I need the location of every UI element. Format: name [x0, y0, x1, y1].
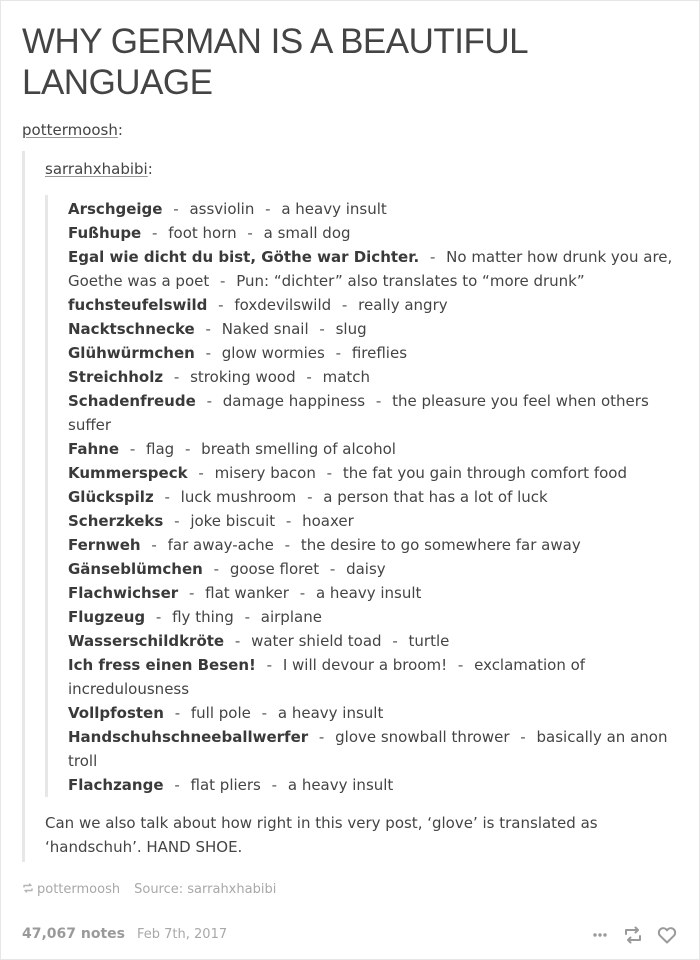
separator: - — [457, 656, 464, 674]
word-entry — [68, 341, 688, 365]
meaning: daisy — [346, 560, 386, 578]
reblog-colon: : — [147, 160, 153, 178]
literal-translation: Naked snail — [221, 320, 309, 338]
literal-translation: far away-ache — [167, 536, 274, 554]
separator: - — [206, 392, 212, 410]
literal-translation: assviolin — [189, 200, 255, 218]
literal-translation: No matter how drunk you are, Goethe was a poet — [68, 248, 673, 290]
separator: - — [184, 440, 191, 458]
literal-translation: glow wormies — [221, 344, 325, 362]
literal-translation: glove snowball thrower — [335, 728, 510, 746]
separator: - — [375, 392, 382, 410]
notes-count[interactable]: 47,067 notes — [22, 926, 126, 942]
literal-translation: flat wanker — [205, 584, 289, 602]
meaning: slug — [335, 320, 367, 338]
german-word: Ich fress einen Besen! — [68, 656, 256, 674]
separator: - — [335, 344, 342, 362]
word-entry — [68, 557, 688, 581]
separator: - — [429, 248, 436, 266]
german-word: Fußhupe — [68, 224, 142, 242]
post-author-line — [22, 120, 123, 140]
separator: - — [520, 728, 526, 746]
source-row — [22, 881, 276, 899]
word-entry — [68, 509, 688, 533]
post-actions — [590, 924, 678, 946]
german-word: Kummerspeck — [68, 464, 188, 482]
word-entry — [68, 389, 688, 437]
literal-translation: flag — [146, 440, 175, 458]
separator: - — [164, 488, 170, 506]
literal-translation: water shield toad — [251, 632, 382, 650]
separator: - — [155, 608, 162, 626]
separator: - — [244, 608, 250, 626]
literal-translation: foot horn — [168, 224, 237, 242]
german-word: Fahne — [68, 440, 120, 458]
word-entry — [68, 197, 688, 221]
german-word: Glühwürmchen — [68, 344, 195, 362]
german-word: Wasserschildkröte — [68, 632, 225, 650]
german-word: Schadenfreude — [68, 392, 196, 410]
meaning: match — [322, 368, 371, 386]
separator: - — [392, 632, 398, 650]
word-entry — [68, 533, 688, 557]
meaning: a heavy insult — [287, 776, 394, 794]
literal-translation: misery bacon — [214, 464, 316, 482]
german-word: Scherzkeks — [68, 512, 164, 530]
meaning: a small dog — [263, 224, 351, 242]
source-label: Source: — [134, 882, 184, 897]
separator: - — [265, 200, 271, 218]
reblogged-from-link[interactable]: sarrahxhabibi — [45, 160, 148, 178]
separator: - — [174, 776, 180, 794]
meaning: fireflies — [351, 344, 408, 362]
separator: - — [271, 776, 278, 794]
reblog-quote — [22, 151, 695, 862]
meaning: the desire to go somewhere far away — [300, 536, 581, 554]
word-entry — [68, 485, 688, 509]
separator: - — [205, 344, 211, 362]
german-word: Flugzeug — [68, 608, 146, 626]
separator: - — [205, 320, 211, 338]
separator: - — [284, 536, 291, 554]
german-word: Flachwichser — [68, 584, 179, 602]
german-word: Handschuhschneeballwerfer — [68, 728, 309, 746]
separator: - — [318, 728, 325, 746]
meaning: the fat you gain through comfort food — [342, 464, 627, 482]
word-entry — [68, 725, 688, 773]
separator: - — [152, 224, 158, 242]
separator: - — [261, 704, 268, 722]
german-word: Arschgeige — [68, 200, 163, 218]
word-entry — [68, 605, 688, 629]
separator: - — [285, 512, 292, 530]
word-entry — [68, 437, 688, 461]
word-entry — [68, 629, 688, 653]
separator: - — [329, 560, 336, 578]
separator: - — [151, 536, 157, 554]
separator: - — [220, 272, 226, 290]
post-footer — [22, 924, 227, 945]
separator: - — [234, 632, 241, 650]
meaning: breath smelling of alcohol — [201, 440, 396, 458]
meaning: Pun: “dichter” also translates to “more drunk” — [236, 272, 585, 290]
source-reblog-user[interactable]: pottermoosh — [37, 882, 121, 897]
separator: - — [326, 464, 333, 482]
meaning: a heavy insult — [315, 584, 422, 602]
german-word: Egal wie dicht du bist, Göthe war Dichter. — [68, 248, 420, 266]
separator: - — [306, 368, 312, 386]
separator: - — [341, 296, 348, 314]
nested-quote — [45, 195, 688, 797]
ellipsis-icon[interactable] — [590, 925, 610, 945]
german-word: Nacktschnecke — [68, 320, 195, 338]
literal-translation: goose floret — [229, 560, 320, 578]
literal-translation: flat pliers — [190, 776, 261, 794]
literal-translation: joke biscuit — [190, 512, 276, 530]
word-entry — [68, 221, 688, 245]
word-entry — [68, 461, 688, 485]
meaning: turtle — [408, 632, 450, 650]
word-entry — [68, 701, 688, 725]
separator: - — [174, 512, 180, 530]
german-word: Gänseblümchen — [68, 560, 203, 578]
word-entry — [68, 773, 688, 797]
separator: - — [307, 488, 313, 506]
german-word: Glückspilz — [68, 488, 154, 506]
separator: - — [129, 440, 136, 458]
post-date[interactable]: Feb 7th, 2017 — [137, 927, 228, 942]
german-word: fuchsteufelswild — [68, 296, 208, 314]
word-entry — [68, 653, 688, 701]
german-word: Vollpfosten — [68, 704, 164, 722]
separator: - — [173, 200, 179, 218]
german-word: Fernweh — [68, 536, 141, 554]
literal-translation: fly thing — [172, 608, 234, 626]
reblog-comment: Can we also talk about how right in this very post, ‘glove’ is translated as ‘handschuh’. HAND SHOE. — [45, 814, 598, 856]
meaning: a heavy insult — [281, 200, 387, 218]
separator: - — [173, 368, 180, 386]
meaning: airplane — [260, 608, 322, 626]
meaning: the pleasure you feel when others suffer — [68, 392, 649, 434]
word-entry — [68, 245, 688, 293]
separator: - — [213, 560, 220, 578]
word-entry — [68, 581, 688, 605]
meaning: exclamation of incredulousness — [68, 656, 586, 698]
meaning: a person that has a lot of luck — [323, 488, 548, 506]
separator: - — [319, 320, 325, 338]
separator: - — [247, 224, 253, 242]
separator: - — [299, 584, 306, 602]
reblog-small-icon — [22, 882, 34, 894]
source-user[interactable]: sarrahxhabibi — [187, 882, 277, 897]
separator: - — [188, 584, 195, 602]
meaning: basically an anon troll — [68, 728, 668, 770]
literal-translation: damage happiness — [222, 392, 366, 410]
separator: - — [174, 704, 181, 722]
word-list — [48, 195, 688, 797]
meaning: hoaxer — [302, 512, 354, 530]
meaning: really angry — [358, 296, 448, 314]
post-title: WHY GERMAN IS A BEAUTIFUL LANGUAGE — [22, 22, 527, 102]
word-entry — [68, 365, 688, 389]
literal-translation: I will devour a broom! — [282, 656, 448, 674]
author-colon: : — [117, 121, 123, 139]
word-entry — [68, 293, 688, 317]
literal-translation: stroking wood — [190, 368, 296, 386]
literal-translation: luck mushroom — [180, 488, 297, 506]
german-word: Flachzange — [68, 776, 164, 794]
meaning: a heavy insult — [277, 704, 384, 722]
author-link[interactable]: pottermoosh — [22, 121, 118, 139]
word-entry — [68, 317, 688, 341]
separator: - — [218, 296, 224, 314]
german-word: Streichholz — [68, 368, 164, 386]
heart-icon[interactable] — [656, 924, 678, 946]
separator: - — [266, 656, 273, 674]
literal-translation: full pole — [190, 704, 251, 722]
literal-translation: foxdevilswild — [234, 296, 332, 314]
separator: - — [198, 464, 204, 482]
reblog-author-line — [45, 159, 153, 179]
reblog-icon[interactable] — [622, 924, 644, 946]
